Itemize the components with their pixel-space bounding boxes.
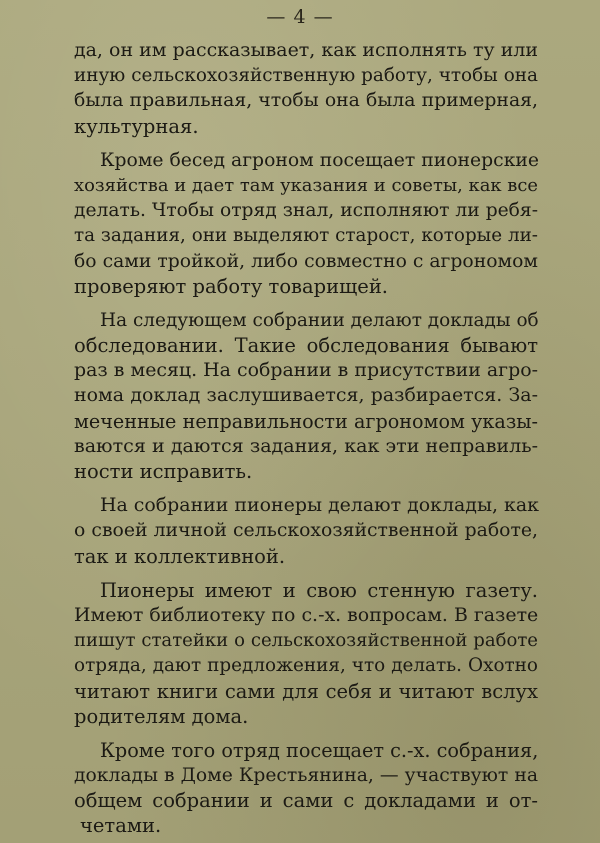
text-line: Имеют библиотеку по с.-х. вопросам. В газете: [74, 603, 539, 626]
page-number: — 4 —: [266, 6, 334, 28]
text-line: отряда, дают предложения, что делать. Охотно: [74, 655, 538, 677]
text-line: ваются и даются задания, как эти неправиль-: [74, 434, 538, 457]
text-line: делать. Чтобы отряд знал, исполняют ли ребя-: [74, 200, 538, 222]
text-line: общем собрании и сами с докладами и от-: [74, 789, 538, 813]
paragraph: [74, 578, 538, 729]
text-line: ности исправить.: [74, 460, 253, 483]
text-line: пишут статейки о сельскохозяйственной работе: [74, 630, 538, 652]
text-line: меченные неправильности агрономом указы-: [74, 409, 538, 433]
paragraph: [74, 38, 538, 139]
text-line: о своей личной сельскохозяйственной работе,: [74, 520, 538, 542]
body-text: [74, 38, 538, 839]
paragraph: [74, 493, 538, 569]
text-line: На следующем собрании делают доклады об: [100, 309, 539, 331]
text-line: На собрании пионеры делают доклады, как: [100, 494, 539, 517]
text-line: культурная.: [74, 114, 199, 138]
text-line: раз в месяц. На собрании в присутствии агро-: [74, 359, 538, 382]
paragraph: [74, 738, 538, 839]
paragraph: [74, 308, 538, 484]
text-line: Кроме бесед агроном посещает пионерские: [100, 149, 540, 171]
text-line: доклады в Доме Крестьянина, — участвуют на: [74, 765, 538, 787]
text-line: бо сами тройкой, либо совместно с агрономом: [74, 250, 538, 272]
text-line: читают книги сами для себя и читают вслух: [74, 679, 538, 703]
text-line: четами.: [80, 814, 162, 838]
text-line: та задания, они выделяют старост, которые ли-: [74, 225, 538, 247]
text-line: так и коллективной.: [74, 544, 286, 568]
text-line: Пионеры имеют и свою стенную газету.: [100, 578, 538, 602]
text-line: родителям дома.: [74, 704, 249, 728]
text-line: проверяют работу товарищей.: [74, 274, 389, 298]
text-line: хозяйства и дает там указания и советы, как все: [74, 174, 538, 196]
text-line: да, он им рассказывает, как исполнять ту или: [74, 39, 538, 61]
text-line: обследовании. Такие обследования бывают: [74, 334, 538, 358]
text-line: Кроме того отряд посещает с.-х. собрания,: [100, 738, 539, 762]
text-line: иную сельскохозяйственную работу, чтобы она: [74, 65, 538, 87]
text-line: была правильная, чтобы она была примерная,: [74, 90, 538, 112]
paragraph: [74, 148, 538, 299]
text-line: нома доклад заслушивается, разбирается. За-: [74, 384, 538, 407]
